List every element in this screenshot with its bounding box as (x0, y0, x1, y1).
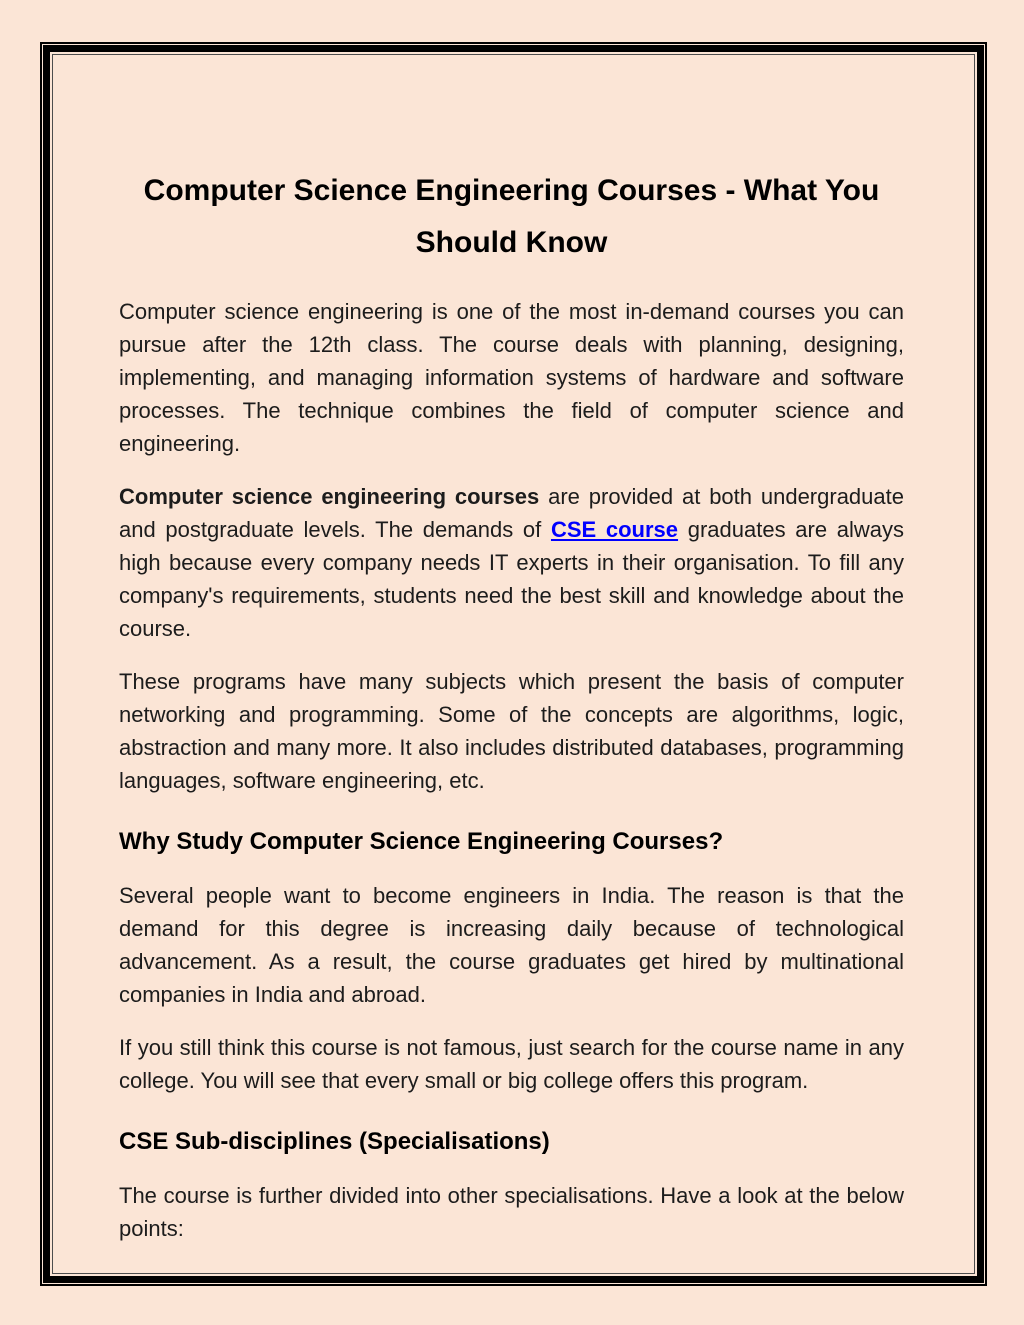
paragraph-why-study-1: Several people want to become engineers in India. The reason is that the demand for this degree is increasing daily because of technological advancement. As a result, the course graduates get hired by multinational companies in India and abroad. (119, 883, 904, 1007)
section-heading-subdisciplines: CSE Sub-disciplines (Specialisations) (119, 1128, 550, 1155)
paragraph-why-study-2: If you still think this course is not famous, just search for the course name in any college. You will see that every small or big college offers this program. (119, 1035, 904, 1093)
document-title: Computer Science Engineering Courses - What You Should Know (143, 174, 880, 259)
page-border-outer (40, 42, 987, 1286)
paragraph-intro-2 (119, 480, 904, 645)
bold-lead-text: Computer science engineering courses (119, 484, 540, 509)
paragraph-intro-1: Computer science engineering is one of the most in-demand courses you can pursue after the 12th class. The course deals with planning, designing, implementing, and managing information systems of hardware and software processes. The technique combines the field of computer science and engineering. (119, 299, 904, 456)
page-border-thick (43, 45, 984, 1283)
paragraph-intro-3: These programs have many subjects which present the basis of computer networking and programming. Some of the concepts are algorithms, logic, abstraction and many more. It also includes distributed databases, programming languages, software engineering, etc. (119, 669, 904, 793)
paragraph-subdisciplines-1: The course is further divided into other specialisations. Have a look at the below points: (119, 1183, 904, 1241)
section-heading-why-study: Why Study Computer Science Engineering Courses? (119, 828, 724, 855)
cse-course-link[interactable]: CSE course (550, 517, 679, 542)
paragraph-text: are provided at both undergraduate and postgraduate levels. The demands of (119, 484, 904, 542)
paragraph-text: graduates are always high because every company needs IT experts in their organisation. To fill any company's requirements, students need the best skill and knowledge about the course. (119, 517, 904, 641)
document-content (52, 54, 975, 1274)
